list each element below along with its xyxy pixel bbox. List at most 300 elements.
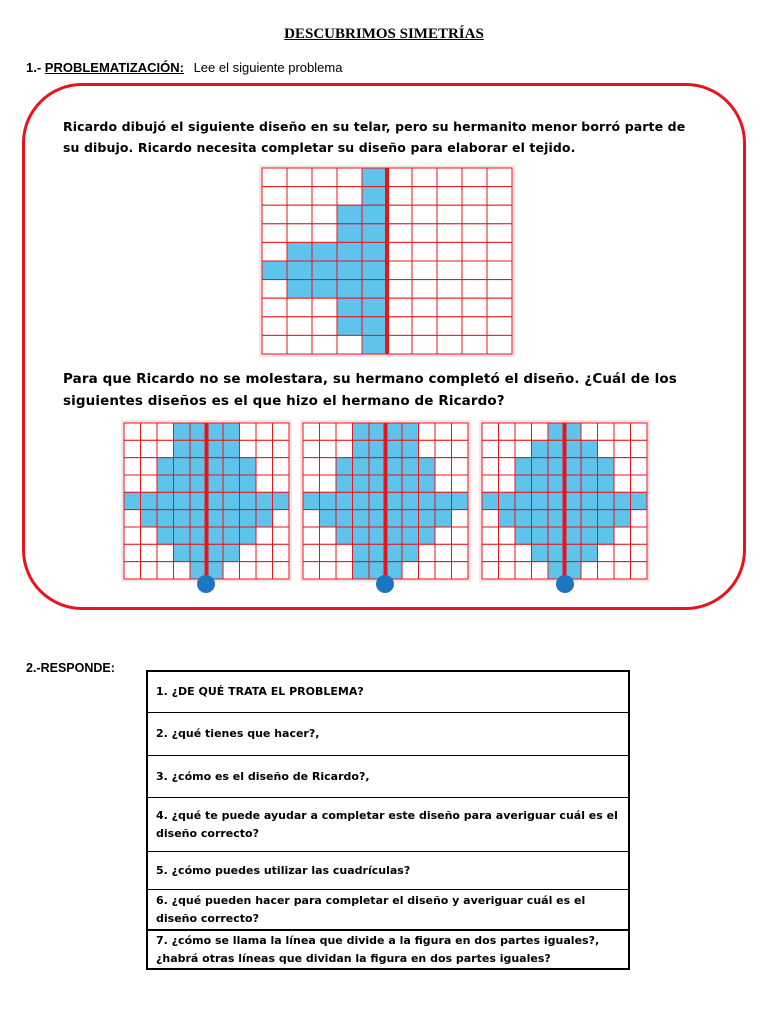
grid-cell bbox=[437, 242, 462, 261]
grid-cell bbox=[499, 527, 516, 544]
grid-cell bbox=[435, 562, 452, 579]
section-1-heading bbox=[26, 60, 342, 75]
grid-cell bbox=[287, 317, 312, 336]
grid-cell bbox=[487, 224, 512, 243]
grid-cell-filled bbox=[565, 458, 582, 475]
grid-cell-filled bbox=[548, 544, 565, 561]
grid-cell-filled bbox=[157, 527, 174, 544]
grid-cell bbox=[614, 527, 631, 544]
grid-cell bbox=[631, 475, 648, 492]
grid-cell-filled bbox=[435, 510, 452, 527]
option-a-badge[interactable] bbox=[197, 575, 215, 593]
option-b-grid[interactable] bbox=[300, 420, 471, 582]
grid-cell bbox=[482, 510, 499, 527]
grid-cell bbox=[262, 280, 287, 299]
grid-cell bbox=[482, 475, 499, 492]
grid-cell-filled bbox=[353, 544, 370, 561]
grid-cell-filled bbox=[435, 492, 452, 509]
grid-cell bbox=[462, 242, 487, 261]
grid-cell-filled bbox=[515, 527, 532, 544]
grid-cell-filled bbox=[419, 475, 436, 492]
grid-cell-filled bbox=[353, 510, 370, 527]
grid-cell bbox=[157, 562, 174, 579]
grid-cell-filled bbox=[532, 544, 549, 561]
grid-cell bbox=[598, 544, 615, 561]
grid-cell bbox=[124, 527, 141, 544]
grid-cell bbox=[320, 562, 337, 579]
grid-cell-filled bbox=[362, 224, 387, 243]
grid-cell bbox=[598, 440, 615, 457]
grid-cell bbox=[256, 440, 273, 457]
grid-cell-filled bbox=[581, 527, 598, 544]
grid-cell bbox=[499, 475, 516, 492]
grid-cell-filled bbox=[386, 510, 403, 527]
grid-cell bbox=[124, 544, 141, 561]
grid-cell-filled bbox=[256, 492, 273, 509]
grid-cell bbox=[487, 242, 512, 261]
option-c-badge[interactable] bbox=[556, 575, 574, 593]
grid-cell bbox=[631, 544, 648, 561]
option-b-badge[interactable] bbox=[376, 575, 394, 593]
question-row-1 bbox=[148, 672, 628, 713]
grid-cell-filled bbox=[419, 458, 436, 475]
grid-cell bbox=[273, 562, 290, 579]
grid-cell bbox=[482, 458, 499, 475]
grid-cell bbox=[499, 423, 516, 440]
grid-cell bbox=[336, 440, 353, 457]
grid-cell-filled bbox=[157, 492, 174, 509]
grid-cell-filled bbox=[337, 298, 362, 317]
problem-paragraph-1: Ricardo dibujó el siguiente diseño en su telar, pero su hermanito menor borró parte de su dibujo. Ricardo necesita completar su diseño para elaborar el tejido. bbox=[63, 119, 686, 155]
grid-cell-filled bbox=[532, 492, 549, 509]
grid-cell-filled bbox=[565, 492, 582, 509]
grid-cell-filled bbox=[362, 187, 387, 206]
grid-cell-filled bbox=[337, 261, 362, 280]
grid-cell bbox=[419, 440, 436, 457]
grid-cell bbox=[452, 510, 469, 527]
grid-cell bbox=[419, 544, 436, 561]
grid-cell bbox=[482, 562, 499, 579]
grid-cell-filled bbox=[515, 458, 532, 475]
grid-cell-filled bbox=[369, 440, 386, 457]
grid-cell bbox=[124, 510, 141, 527]
grid-cell bbox=[462, 224, 487, 243]
grid-cell-filled bbox=[207, 492, 224, 509]
grid-cell bbox=[262, 224, 287, 243]
grid-cell-filled bbox=[174, 440, 191, 457]
grid-cell bbox=[387, 187, 412, 206]
grid-cell-filled bbox=[598, 475, 615, 492]
option-c-grid[interactable] bbox=[479, 420, 650, 582]
grid-cell bbox=[157, 423, 174, 440]
grid-cell bbox=[412, 168, 437, 187]
grid-cell-filled bbox=[598, 527, 615, 544]
grid-cell bbox=[320, 527, 337, 544]
grid-cell bbox=[462, 168, 487, 187]
grid-cell bbox=[240, 423, 257, 440]
grid-cell-filled bbox=[419, 492, 436, 509]
grid-cell bbox=[262, 335, 287, 354]
grid-cell bbox=[141, 527, 158, 544]
grid-cell bbox=[515, 440, 532, 457]
grid-cell bbox=[336, 562, 353, 579]
grid-cell bbox=[452, 458, 469, 475]
grid-cell-filled bbox=[515, 475, 532, 492]
question-text: 5. ¿cómo puedes utilizar las cuadrículas? bbox=[156, 863, 411, 877]
grid-cell bbox=[336, 423, 353, 440]
grid-cell bbox=[141, 440, 158, 457]
grid-cell bbox=[273, 440, 290, 457]
grid-cell-filled bbox=[337, 205, 362, 224]
grid-cell-filled bbox=[353, 562, 370, 579]
grid-cell-filled bbox=[262, 261, 287, 280]
grid-cell bbox=[452, 475, 469, 492]
grid-cell-filled bbox=[312, 242, 337, 261]
grid-cell bbox=[303, 544, 320, 561]
grid-cell-filled bbox=[336, 492, 353, 509]
grid-cell-filled bbox=[157, 475, 174, 492]
grid-cell-filled bbox=[565, 510, 582, 527]
grid-cell-filled bbox=[532, 510, 549, 527]
grid-cell bbox=[402, 562, 419, 579]
grid-cell bbox=[273, 510, 290, 527]
grid-cell-filled bbox=[532, 527, 549, 544]
question-row-6 bbox=[148, 890, 628, 931]
grid-cell bbox=[387, 242, 412, 261]
grid-cell-filled bbox=[174, 458, 191, 475]
grid-cell bbox=[487, 298, 512, 317]
grid-cell bbox=[273, 527, 290, 544]
grid-cell bbox=[124, 562, 141, 579]
grid-cell bbox=[631, 423, 648, 440]
grid-cell bbox=[412, 261, 437, 280]
grid-cell bbox=[240, 440, 257, 457]
grid-cell-filled bbox=[207, 423, 224, 440]
grid-cell bbox=[320, 423, 337, 440]
grid-cell bbox=[240, 562, 257, 579]
grid-cell-filled bbox=[190, 544, 207, 561]
grid-cell bbox=[412, 187, 437, 206]
grid-cell-filled bbox=[581, 475, 598, 492]
section-2-heading: 2.-RESPONDE: bbox=[26, 661, 115, 675]
grid-cell-filled bbox=[402, 492, 419, 509]
grid-cell-filled bbox=[631, 492, 648, 509]
grid-cell-filled bbox=[303, 492, 320, 509]
question-row-4 bbox=[148, 798, 628, 852]
grid-cell bbox=[614, 475, 631, 492]
grid-cell-filled bbox=[362, 261, 387, 280]
grid-cell bbox=[256, 562, 273, 579]
grid-cell bbox=[303, 475, 320, 492]
grid-cell bbox=[532, 423, 549, 440]
grid-cell bbox=[482, 527, 499, 544]
grid-cell bbox=[437, 298, 462, 317]
grid-cell bbox=[223, 562, 240, 579]
grid-cell bbox=[273, 544, 290, 561]
grid-cell-filled bbox=[124, 492, 141, 509]
grid-cell-filled bbox=[240, 458, 257, 475]
grid-cell-filled bbox=[548, 458, 565, 475]
grid-cell bbox=[435, 475, 452, 492]
grid-cell bbox=[452, 562, 469, 579]
grid-cell bbox=[336, 544, 353, 561]
grid-cell bbox=[240, 544, 257, 561]
grid-cell bbox=[320, 440, 337, 457]
grid-cell-filled bbox=[223, 492, 240, 509]
grid-cell-filled bbox=[190, 458, 207, 475]
grid-cell-filled bbox=[174, 510, 191, 527]
grid-cell-filled bbox=[320, 492, 337, 509]
grid-cell-filled bbox=[190, 423, 207, 440]
grid-cell-filled bbox=[402, 544, 419, 561]
grid-cell-filled bbox=[598, 510, 615, 527]
grid-cell bbox=[598, 423, 615, 440]
grid-cell bbox=[462, 205, 487, 224]
grid-cell-filled bbox=[581, 510, 598, 527]
grid-cell bbox=[515, 544, 532, 561]
grid-cell bbox=[312, 298, 337, 317]
question-text: 3. ¿cómo es el diseño de Ricardo?, bbox=[156, 769, 370, 783]
grid-cell bbox=[124, 475, 141, 492]
grid-cell bbox=[462, 280, 487, 299]
grid-cell bbox=[499, 544, 516, 561]
grid-cell bbox=[412, 224, 437, 243]
grid-cell-filled bbox=[312, 280, 337, 299]
grid-cell-filled bbox=[337, 242, 362, 261]
grid-cell-filled bbox=[207, 510, 224, 527]
grid-cell-filled bbox=[287, 280, 312, 299]
grid-cell-filled bbox=[207, 527, 224, 544]
grid-cell-filled bbox=[240, 492, 257, 509]
grid-cell-filled bbox=[499, 510, 516, 527]
grid-cell-filled bbox=[223, 475, 240, 492]
grid-cell bbox=[273, 458, 290, 475]
grid-cell bbox=[124, 440, 141, 457]
grid-cell-filled bbox=[240, 527, 257, 544]
grid-cell bbox=[412, 280, 437, 299]
grid-cell bbox=[631, 440, 648, 457]
grid-cell-filled bbox=[548, 475, 565, 492]
grid-cell bbox=[141, 562, 158, 579]
question-text: 4. ¿qué te puede ayudar a completar este diseño para averiguar cuál es el diseño correcto? bbox=[156, 808, 618, 840]
grid-cell bbox=[452, 423, 469, 440]
grid-cell-filled bbox=[312, 261, 337, 280]
grid-cell-filled bbox=[614, 492, 631, 509]
grid-cell bbox=[287, 224, 312, 243]
grid-cell-filled bbox=[336, 458, 353, 475]
grid-cell-filled bbox=[353, 458, 370, 475]
grid-cell bbox=[462, 317, 487, 336]
grid-cell-filled bbox=[190, 440, 207, 457]
grid-cell-filled bbox=[402, 458, 419, 475]
grid-cell bbox=[141, 458, 158, 475]
grid-cell bbox=[141, 475, 158, 492]
grid-cell bbox=[435, 423, 452, 440]
grid-cell bbox=[412, 298, 437, 317]
grid-cell-filled bbox=[174, 527, 191, 544]
grid-cell bbox=[631, 510, 648, 527]
grid-cell bbox=[598, 562, 615, 579]
grid-cell-filled bbox=[532, 475, 549, 492]
grid-cell-filled bbox=[190, 492, 207, 509]
question-row-7 bbox=[148, 931, 628, 968]
problem-paragraph-2: Para que Ricardo no se molestara, su hermano completó el diseño. ¿Cuál de los siguientes diseños es el que hizo el hermano de Ricardo? bbox=[63, 371, 677, 409]
grid-cell bbox=[437, 168, 462, 187]
grid-cell bbox=[614, 423, 631, 440]
grid-cell-filled bbox=[287, 242, 312, 261]
grid-cell-filled bbox=[174, 544, 191, 561]
question-row-3 bbox=[148, 756, 628, 798]
grid-cell bbox=[387, 205, 412, 224]
grid-cell-filled bbox=[386, 440, 403, 457]
grid-cell bbox=[320, 475, 337, 492]
grid-cell-filled bbox=[386, 458, 403, 475]
grid-cell bbox=[320, 544, 337, 561]
grid-cell-filled bbox=[141, 510, 158, 527]
grid-cell bbox=[614, 544, 631, 561]
question-text: 1. ¿DE QUÉ TRATA EL PROBLEMA? bbox=[156, 685, 364, 698]
grid-cell-filled bbox=[581, 492, 598, 509]
grid-cell-filled bbox=[402, 440, 419, 457]
grid-cell-filled bbox=[362, 242, 387, 261]
grid-cell-filled bbox=[223, 458, 240, 475]
grid-cell bbox=[312, 187, 337, 206]
grid-cell bbox=[435, 544, 452, 561]
grid-cell-filled bbox=[532, 440, 549, 457]
grid-cell bbox=[287, 298, 312, 317]
grid-cell bbox=[303, 440, 320, 457]
grid-cell bbox=[262, 242, 287, 261]
grid-cell bbox=[452, 544, 469, 561]
grid-cell bbox=[256, 423, 273, 440]
grid-cell bbox=[387, 168, 412, 187]
grid-cell bbox=[499, 562, 516, 579]
grid-cell bbox=[437, 335, 462, 354]
grid-cell bbox=[437, 224, 462, 243]
grid-cell-filled bbox=[581, 440, 598, 457]
grid-cell-filled bbox=[548, 527, 565, 544]
grid-cell-filled bbox=[581, 458, 598, 475]
grid-cell bbox=[487, 261, 512, 280]
grid-cell-filled bbox=[598, 458, 615, 475]
grid-cell bbox=[337, 187, 362, 206]
grid-cell bbox=[435, 527, 452, 544]
grid-cell-filled bbox=[287, 261, 312, 280]
grid-cell bbox=[337, 335, 362, 354]
grid-cell bbox=[287, 205, 312, 224]
grid-cell-filled bbox=[207, 544, 224, 561]
grid-cell-filled bbox=[369, 510, 386, 527]
grid-cell bbox=[387, 335, 412, 354]
grid-cell-filled bbox=[273, 492, 290, 509]
grid-cell bbox=[256, 544, 273, 561]
grid-cell-filled bbox=[174, 475, 191, 492]
grid-cell-filled bbox=[369, 544, 386, 561]
grid-cell bbox=[174, 562, 191, 579]
grid-cell-filled bbox=[336, 527, 353, 544]
grid-cell-filled bbox=[157, 510, 174, 527]
grid-cell bbox=[419, 423, 436, 440]
grid-cell bbox=[462, 187, 487, 206]
grid-cell-filled bbox=[174, 492, 191, 509]
grid-cell bbox=[124, 458, 141, 475]
grid-cell-filled bbox=[157, 458, 174, 475]
grid-cell bbox=[515, 423, 532, 440]
grid-cell-filled bbox=[207, 475, 224, 492]
grid-cell bbox=[499, 440, 516, 457]
grid-cell-filled bbox=[548, 492, 565, 509]
grid-cell bbox=[499, 458, 516, 475]
grid-cell bbox=[141, 423, 158, 440]
grid-cell bbox=[303, 458, 320, 475]
grid-cell bbox=[412, 242, 437, 261]
grid-cell bbox=[412, 317, 437, 336]
grid-cell bbox=[437, 187, 462, 206]
question-row-2 bbox=[148, 713, 628, 756]
grid-cell bbox=[487, 205, 512, 224]
section-1-label: PROBLEMATIZACIÓN: bbox=[44, 60, 184, 75]
grid-cell-filled bbox=[369, 458, 386, 475]
grid-cell-filled bbox=[353, 527, 370, 544]
grid-cell bbox=[303, 527, 320, 544]
grid-cell-filled bbox=[565, 440, 582, 457]
grid-cell bbox=[462, 261, 487, 280]
grid-cell-filled bbox=[386, 527, 403, 544]
grid-cell bbox=[387, 224, 412, 243]
grid-cell-filled bbox=[419, 527, 436, 544]
section-1-number: 1.- bbox=[26, 60, 42, 75]
grid-cell bbox=[387, 298, 412, 317]
grid-cell-filled bbox=[515, 510, 532, 527]
grid-cell bbox=[157, 544, 174, 561]
grid-cell-filled bbox=[337, 317, 362, 336]
grid-cell bbox=[581, 423, 598, 440]
option-a-grid[interactable] bbox=[121, 420, 292, 582]
grid-cell-filled bbox=[207, 458, 224, 475]
grid-cell-filled bbox=[369, 527, 386, 544]
grid-cell bbox=[262, 205, 287, 224]
grid-cell bbox=[262, 187, 287, 206]
grid-cell-filled bbox=[362, 280, 387, 299]
grid-cell bbox=[435, 458, 452, 475]
grid-cell-filled bbox=[386, 423, 403, 440]
section-1-instruction: Lee el siguiente problema bbox=[193, 60, 343, 75]
grid-cell-filled bbox=[362, 205, 387, 224]
grid-cell bbox=[256, 527, 273, 544]
grid-cell bbox=[141, 544, 158, 561]
grid-cell-filled bbox=[336, 510, 353, 527]
grid-cell-filled bbox=[402, 475, 419, 492]
grid-cell bbox=[437, 205, 462, 224]
grid-cell-filled bbox=[353, 492, 370, 509]
page-title: DESCUBRIMOS SIMETRÍAS bbox=[284, 26, 484, 42]
grid-cell bbox=[614, 562, 631, 579]
grid-cell bbox=[487, 187, 512, 206]
grid-cell-filled bbox=[565, 423, 582, 440]
grid-cell-filled bbox=[419, 510, 436, 527]
grid-cell bbox=[262, 298, 287, 317]
grid-cell-filled bbox=[223, 510, 240, 527]
grid-cell-filled bbox=[223, 440, 240, 457]
grid-cell bbox=[435, 440, 452, 457]
grid-cell bbox=[487, 317, 512, 336]
grid-cell-filled bbox=[386, 475, 403, 492]
grid-cell bbox=[412, 205, 437, 224]
grid-cell-filled bbox=[565, 527, 582, 544]
grid-cell bbox=[312, 168, 337, 187]
grid-cell-filled bbox=[386, 544, 403, 561]
grid-cell-filled bbox=[402, 527, 419, 544]
